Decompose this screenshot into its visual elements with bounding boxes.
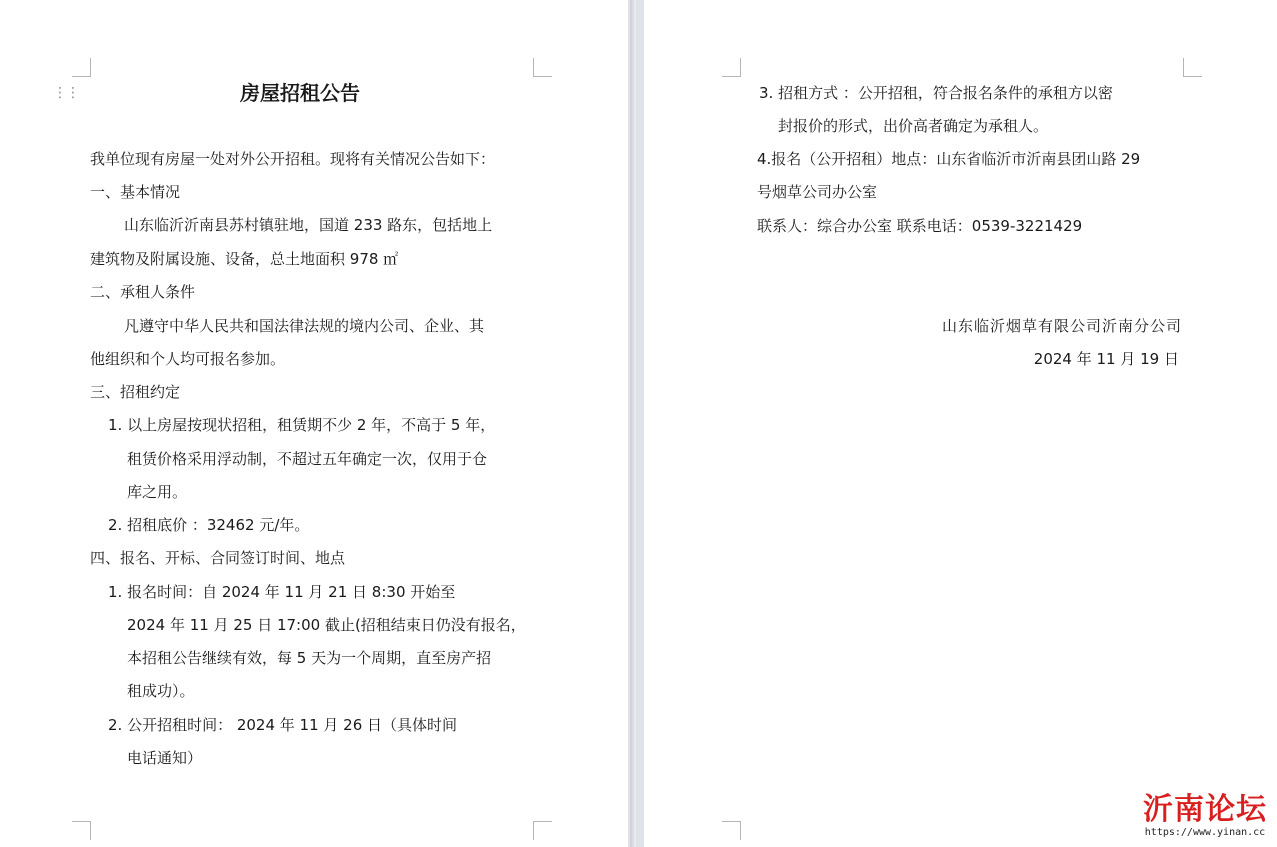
contact-line: 联系人：综合办公室 联系电话：0539-3221429: [757, 217, 1083, 235]
list-item-continuation: 租赁价格采用浮动制，不超过五年确定一次，仅用于仓: [127, 450, 488, 468]
page-margin-corner: [722, 821, 741, 840]
list-item: 2. 公开招租时间： 2024 年 11 月 26 日（具体时间: [108, 716, 458, 734]
watermark-url: https://www.yinan.cc: [1144, 827, 1266, 838]
list-item-continuation: 2024 年 11 月 25 日 17:00 截止(招租结束日仍没有报名，: [127, 616, 526, 634]
list-item: 3. 招租方式 ：公开招租，符合报名条件的承租方以密: [759, 84, 1113, 102]
list-item: 1. 报名时间：自 2024 年 11 月 21 日 8:30 开始至: [108, 583, 456, 601]
document-page-right: [644, 0, 1277, 847]
paragraph-line: 凡遵守中华人民共和国法律法规的境内公司、企业、其: [124, 317, 485, 335]
list-item: 4.报名（公开招租）地点：山东省临沂市沂南县团山路 29: [757, 150, 1141, 168]
page-separator: [628, 0, 644, 847]
document-page-left: [0, 0, 628, 847]
section-heading: 三、招租约定: [90, 383, 181, 401]
list-item-continuation: 库之用。: [127, 483, 188, 501]
paragraph-line: 山东临沂沂南县苏村镇驻地，国道 233 路东，包括地上: [124, 216, 493, 234]
page-margin-corner: [72, 821, 91, 840]
page-margin-corner: [722, 58, 741, 77]
drag-handle-icon[interactable]: ⋮⋮: [53, 85, 79, 101]
list-item-continuation: 号烟草公司办公室: [757, 183, 878, 201]
list-item: 2. 招租底价 ：32462 元/年。: [108, 516, 310, 534]
page-margin-corner: [72, 58, 91, 77]
list-item-continuation: 租成功）。: [127, 682, 195, 700]
watermark-text: 沂南论坛: [1143, 792, 1267, 827]
list-item: 1. 以上房屋按现状招租，租赁期不少 2 年，不高于 5 年，: [108, 416, 496, 434]
signature-organization: 山东临沂烟草有限公司沂南分公司: [941, 317, 1182, 335]
intro-text: 我单位现有房屋一处对外公开招租。现将有关情况公告如下：: [90, 150, 496, 168]
list-item-continuation: 电话通知）: [127, 749, 203, 767]
page-margin-corner: [1183, 58, 1202, 77]
paragraph-line: 建筑物及附属设施、设备，总土地面积 978 ㎡: [90, 250, 399, 268]
list-item-continuation: 本招租公告继续有效，每 5 天为一个周期，直至房产招: [127, 649, 492, 667]
page-margin-corner: [533, 821, 552, 840]
list-item-continuation: 封报价的形式，出价高者确定为承租人。: [778, 117, 1049, 135]
section-heading: 一、基本情况: [90, 183, 181, 201]
document-title: 房屋招租公告: [240, 81, 360, 105]
section-heading: 二、承租人条件: [90, 283, 196, 301]
page-margin-corner: [533, 58, 552, 77]
paragraph-line: 他组织和个人均可报名参加。: [90, 350, 286, 368]
section-heading: 四、报名、开标、合同签订时间、地点: [90, 549, 346, 567]
signature-date: 2024 年 11 月 19 日: [1033, 350, 1179, 368]
watermark-logo: [1143, 793, 1267, 839]
